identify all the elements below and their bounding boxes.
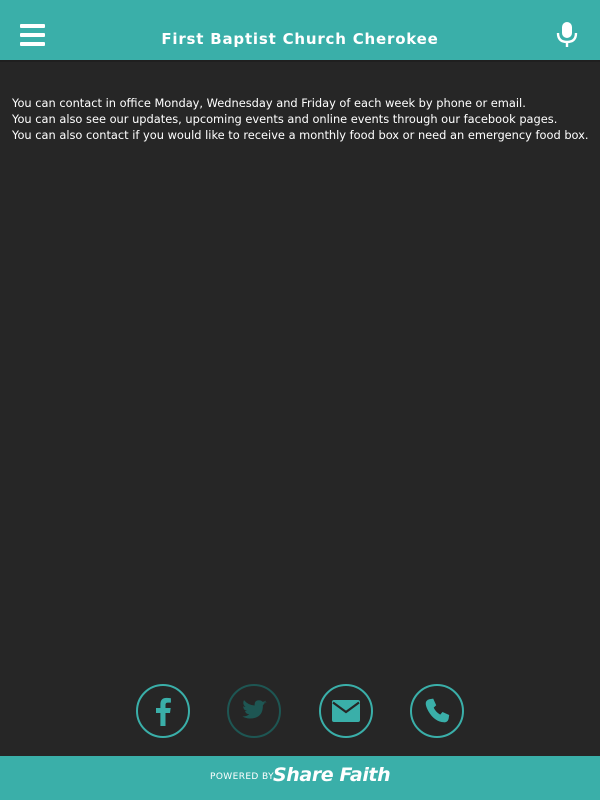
- microphone-icon[interactable]: [555, 21, 579, 49]
- contact-line-facebook: You can also see our updates, upcoming events and online events through our facebook pages.: [12, 112, 558, 126]
- menu-bar: [20, 24, 45, 28]
- email-icon: [321, 686, 371, 736]
- contact-info: [12, 95, 592, 143]
- footer: [0, 756, 600, 800]
- contact-line-office-hours: You can contact in office Monday, Wednesday and Friday of each week by phone or email.: [12, 96, 526, 110]
- powered-by-label: POWERED BY: [210, 772, 275, 782]
- page-title: First Baptist Church Cherokee: [161, 30, 439, 48]
- phone-button[interactable]: [410, 684, 464, 738]
- sharefaith-logo[interactable]: Share Faith: [273, 764, 391, 786]
- menu-bar: [20, 33, 45, 37]
- twitter-icon: [229, 686, 279, 736]
- facebook-button[interactable]: [136, 684, 190, 738]
- phone-icon: [412, 686, 462, 736]
- menu-button[interactable]: [20, 24, 45, 46]
- menu-bar: [20, 42, 45, 46]
- facebook-icon: [138, 686, 188, 736]
- twitter-button[interactable]: [227, 684, 281, 738]
- app-header: [0, 0, 600, 62]
- email-button[interactable]: [319, 684, 373, 738]
- contact-line-food-box: You can also contact if you would like to receive a monthly food box or need an emergency food box.: [12, 128, 589, 142]
- social-bar: [0, 684, 600, 738]
